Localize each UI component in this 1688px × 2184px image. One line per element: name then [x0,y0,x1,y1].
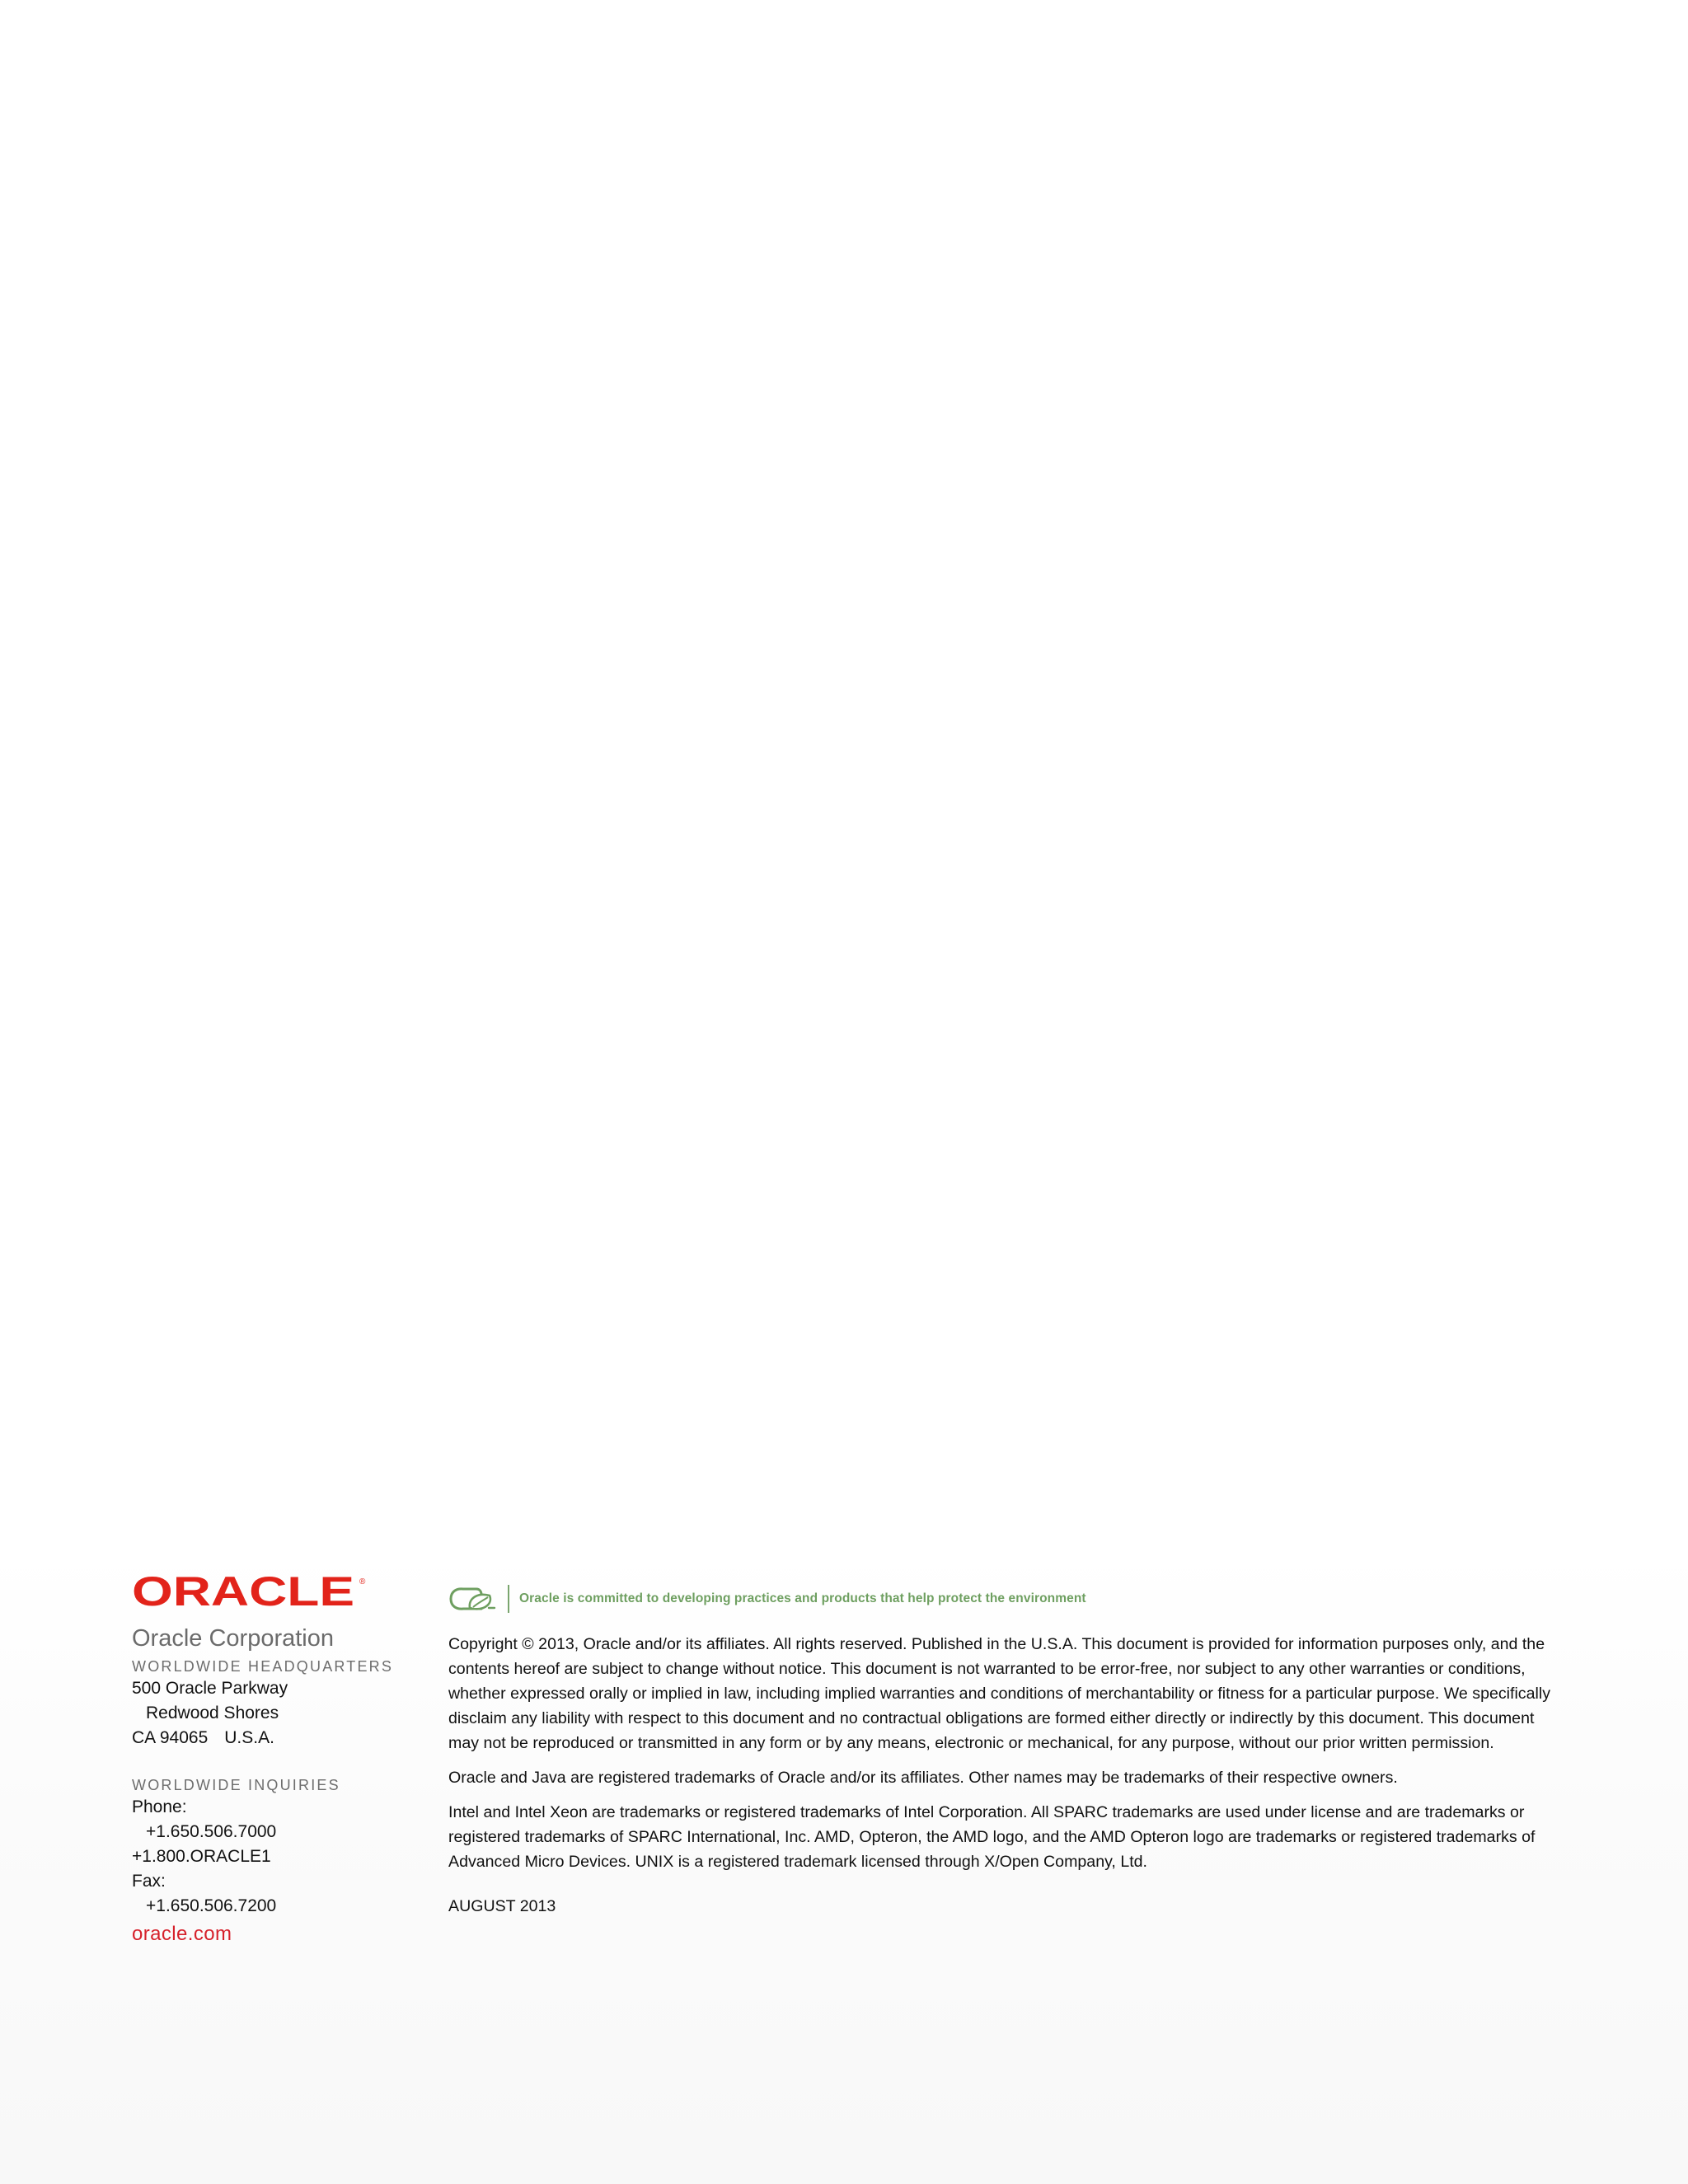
phone-number-2: +1.800.ORACLE1 [132,1847,271,1866]
environment-statement: Oracle is committed to developing practices and products that help protect the environment [519,1591,1086,1605]
copyright-paragraph: Copyright © 2013, Oracle and/or its affiliates. All rights reserved. Published in the U.S.A. This document is provided for information purposes only, and the contents hereof are subject to change without notice. This document is not warranted to be error-free, nor subject to any other warranties or conditions, whether expressed orally or implied in law, including implied warranties and conditions of merchantability or fitness for a particular purpose. We specifically disclaim any liability with respect to this document and no contractual obligations are formed either directly or indirectly by this document. This document may not be reproduced or transmitted in any form or by any means, electronic or mechanical, for any purpose, without our prior written permission. [448,1635,1551,1752]
banner-divider [508,1585,509,1613]
legal-notice [448,1632,1553,1874]
oracle-logo-wordmark: ORACLE [132,1572,354,1609]
oracle-logo [132,1572,371,1609]
fax-label: Fax: [132,1872,166,1891]
hq-label: WORLDWIDE HEADQUARTERS [132,1658,394,1675]
leaf-icon [448,1585,496,1613]
address-postal-country [132,1726,412,1750]
fax-number: +1.650.506.7200 [146,1896,277,1915]
address-country: U.S.A. [224,1728,274,1747]
inquiries-label: WORLDWIDE INQUIRIES [132,1777,340,1793]
oracle-logo-icon [132,1572,371,1609]
registered-mark-icon: ® [359,1577,366,1586]
phone-number-1: +1.650.506.7000 [146,1822,277,1841]
website-link[interactable]: oracle.com [132,1923,232,1945]
contact-column [132,1572,412,1947]
environment-banner [448,1581,1553,1617]
legal-column [448,1581,1553,1919]
phone-label: Phone: [132,1797,187,1816]
address-city: Redwood Shores [146,1704,279,1722]
address-street: 500 Oracle Parkway [132,1679,288,1698]
company-name: Oracle Corporation [132,1625,334,1652]
publication-date: AUGUST 2013 [448,1897,556,1915]
oracle-trademark-paragraph: Oracle and Java are registered trademarks of Oracle and/or its affiliates. Other names may be trademarks of their respective owners. [448,1769,1398,1787]
address-postal: CA 94065 [132,1728,209,1747]
third-party-trademark-paragraph: Intel and Intel Xeon are trademarks or registered trademarks of Intel Corporation. All SPARC trademarks are used under license and are trademarks or registered trademarks of SPARC International, Inc. AMD, Opteron, the AMD logo, and the AMD Opteron logo are trademarks or registered trademarks of Advanced Micro Devices. UNIX is a registered trademark licensed through X/Open Company, Ltd. [448,1803,1536,1871]
